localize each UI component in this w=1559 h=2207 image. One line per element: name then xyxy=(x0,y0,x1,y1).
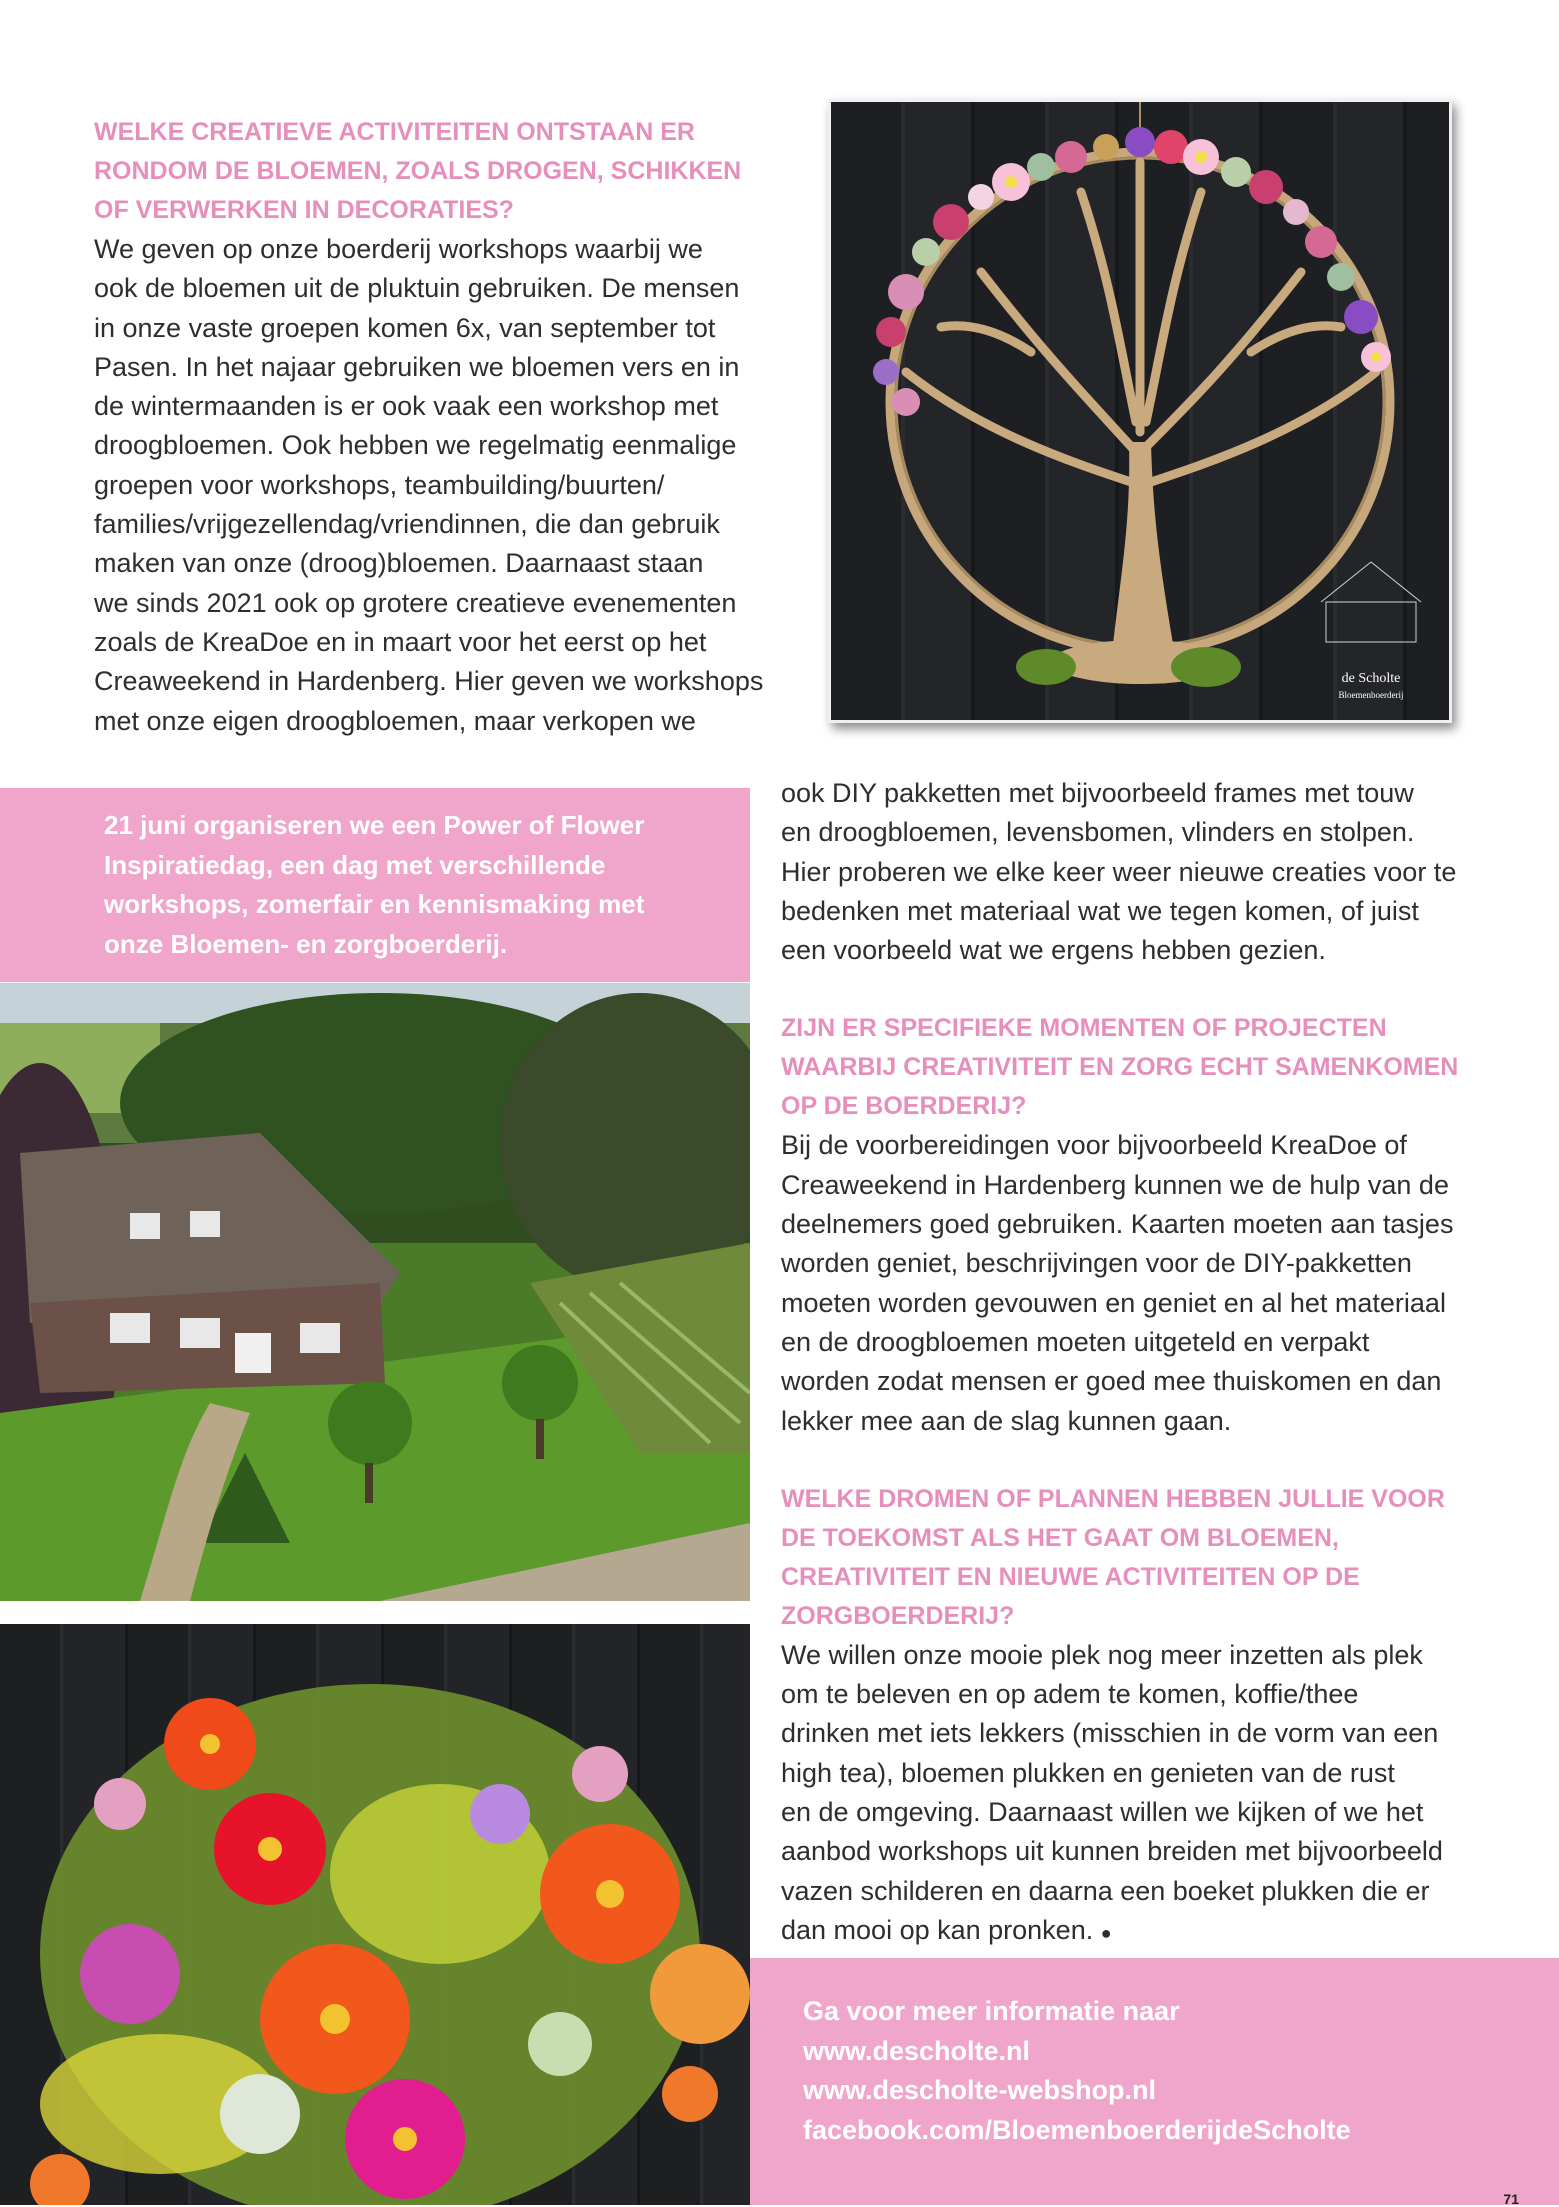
facebook-link[interactable]: facebook.com/BloemenboerderijdeScholte xyxy=(803,2114,1351,2145)
section-1-line: in onze vaste groepen komen 6x, van september tot xyxy=(94,312,716,343)
section-3-line xyxy=(781,1911,1481,1953)
section-1-line: een voorbeeld wat we ergens hebben gezien. xyxy=(781,935,1326,966)
section-1-line: groepen voor workshops, teambuilding/buurten/ xyxy=(94,469,665,500)
section-3-line: vazen schilderen en daarna een boeket plukken die er xyxy=(781,1875,1430,1906)
section-1-line: families/vrijgezellendag/vriendinnen, die dan gebruik xyxy=(94,509,720,540)
section-2-heading: ZIJN ER SPECIFIEKE MOMENTEN OF PROJECTEN WAARBIJ CREATIVITEIT EN ZORG ECHT SAMENKOMEN OP DE BOERDERIJ? xyxy=(781,1014,1459,1121)
farm-aerial-illustration xyxy=(0,983,750,1601)
info-banner xyxy=(750,1958,1559,2205)
section-2-line: Creaweekend in Hardenberg kunnen we de hulp van de xyxy=(781,1169,1449,1200)
end-mark-icon: ● xyxy=(1100,1922,1112,1943)
section-1-line: met onze eigen droogbloemen, maar verkopen we xyxy=(94,705,696,736)
section-1-line: maken van onze (droog)bloemen. Daarnaast staan xyxy=(94,548,704,579)
website-link[interactable]: www.descholte.nl xyxy=(803,2035,1031,2066)
section-3-line: en de omgeving. Daarnaast willen we kijken of we het xyxy=(781,1797,1424,1828)
section-3-line: high tea), bloemen plukken en genieten van de rust xyxy=(781,1757,1395,1788)
section-3-last-line: dan mooi op kan pronken. xyxy=(781,1914,1094,1945)
quote-text: 21 juni organiseren we een Power of Flower Inspiratiedag, een dag met verschillende workshops, zomerfair en kennismaking met onze Bloemen- en zorgboerderij. xyxy=(104,810,645,959)
section-3-line: om te beleven en op adem te komen, koffie/thee xyxy=(781,1679,1359,1710)
section-2-line: Bij de voorbereidingen voor bijvoorbeeld KreaDoe of xyxy=(781,1130,1407,1161)
section-1-line: en droogbloemen, levensbomen, vlinders en stolpen. xyxy=(781,817,1415,848)
section-2-line: lekker mee aan de slag kunnen gaan. xyxy=(781,1405,1232,1436)
watermark-sub: Bloemenboerderij xyxy=(1338,690,1404,700)
section-1-line: Pasen. In het najaar gebruiken we bloemen vers en in xyxy=(94,351,740,382)
section-3-body xyxy=(781,1636,1481,1953)
page-number: 71 xyxy=(1503,2191,1519,2207)
section-1-line: Creaweekend in Hardenberg. Hier geven we workshops xyxy=(94,666,764,697)
tree-of-life-wreath-illustration xyxy=(831,102,1449,720)
section-1-line: zoals de KreaDoe en in maart voor het eerst op het xyxy=(94,626,707,657)
section-1 xyxy=(94,113,774,741)
info-intro: Ga voor meer informatie naar xyxy=(803,1996,1180,2026)
section-3-line: aanbod workshops uit kunnen breiden met bijvoorbeeld xyxy=(781,1836,1443,1867)
watermark-name: de Scholte xyxy=(1341,671,1401,686)
section-3-heading: WELKE DROMEN OF PLANNEN HEBBEN JULLIE VOOR DE TOEKOMST ALS HET GAAT OM BLOEMEN, CREATIVITEIT EN NIEUWE ACTIVITEITEN OP DE ZORGBOERDERIJ? xyxy=(781,1484,1445,1630)
section-2-body xyxy=(781,1126,1481,1440)
flower-bouquet-illustration xyxy=(0,1624,750,2205)
section-1-line: droogbloemen. Ook hebben we regelmatig eenmalige xyxy=(94,430,737,461)
section-1-line: de wintermaanden is er ook vaak een workshop met xyxy=(94,391,719,422)
right-column xyxy=(781,774,1481,1953)
section-2-line: worden geniet, beschrijvingen voor de DIY-pakketten xyxy=(781,1248,1412,1279)
flower-bouquet-photo xyxy=(0,1624,750,2205)
section-2-line: moeten worden gevouwen en geniet en al het materiaal xyxy=(781,1287,1446,1318)
section-1-line: We geven op onze boerderij workshops waarbij we xyxy=(94,234,703,264)
wreath-photo xyxy=(828,99,1452,723)
quote-banner xyxy=(0,788,750,982)
webshop-link[interactable]: www.descholte-webshop.nl xyxy=(803,2075,1157,2105)
section-1-line: bedenken met materiaal wat we tegen komen, of juist xyxy=(781,895,1419,926)
section-3-line: We willen onze mooie plek nog meer inzetten als plek xyxy=(781,1639,1423,1670)
section-1-line: Hier proberen we elke keer weer nieuwe creaties voor te xyxy=(781,856,1457,887)
section-1-continued xyxy=(781,774,1481,970)
section-2-line: en de droogbloemen moeten uitgeteld en verpakt xyxy=(781,1326,1370,1357)
section-1-body xyxy=(94,230,774,741)
farm-photo xyxy=(0,983,750,1601)
section-1-line: ook de bloemen uit de pluktuin gebruiken. De mensen xyxy=(94,273,740,304)
section-2-line: worden zodat mensen er goed mee thuiskomen en dan xyxy=(781,1366,1442,1397)
section-1-heading: WELKE CREATIEVE ACTIVITEITEN ONTSTAAN ER RONDOM DE BLOEMEN, ZOALS DROGEN, SCHIKKEN OF VERWERKEN IN DECORATIES? xyxy=(94,118,742,224)
section-1-line: ook DIY pakketten met bijvoorbeeld frames met touw xyxy=(781,778,1414,808)
section-3-line: drinken met iets lekkers (misschien in de vorm van een xyxy=(781,1718,1439,1749)
section-2-line: deelnemers goed gebruiken. Kaarten moeten aan tasjes xyxy=(781,1209,1454,1240)
section-1-line: we sinds 2021 ook op grotere creatieve evenementen xyxy=(94,587,737,618)
